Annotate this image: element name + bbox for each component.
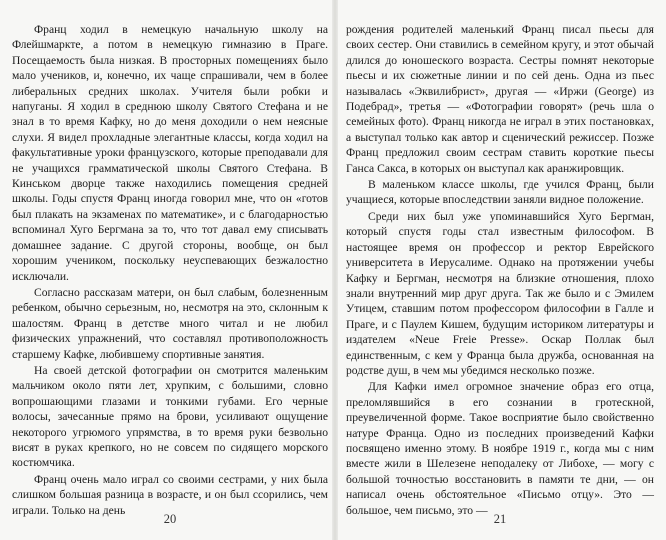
page-number-right: 21 <box>493 512 507 526</box>
right-page <box>346 22 654 527</box>
paragraph: Франц ходил в немецкую начальную школу на Флейшмаркте, а потом в немецкую гимназию в Праге. Посещаемость была низкая. В просторных помещениях было мало учеников, и, конечно, их чаще спрашивали, чем в более либеральных средних школах. Учителя были робки и напуганы. Я ходил в среднюю школу Святого Стефана и не знал в то время Кафку, но до меня доходили о нем неясные слухи. Я видел прохладные элегантные классы, когда ходил на факультативные уроки французского, которые преподавали для не учащихся грамматической школы Святого Стефана. В Кинськом дворце также находились помещения средней школы. Годы спустя Франц иногда говорил мне, что он «готов был плакать на экзаменах по математике», и с благодарностью вспоминал Хуго Бергмана за то, что тот давал ему списывать домашнее задание. С другой стороны, вообще, он был хорошим учеником, поскольку неуспевающих безжалостно исключали. <box>12 23 328 283</box>
book-gutter <box>332 0 338 540</box>
paragraph: На своей детской фотографии он смотрится маленьким мальчиком около пяти лет, хрупким, с большими, словно вопрошающими глазами и тонкими губами. Его черные волосы, зачесанные прямо на брови, усиливают ощущение некоторого угрюмого упрямства, в то время руки безвольно висят в руках крепкого, но не совсем по сидящего морского костюмчика. <box>12 363 328 470</box>
left-page-text <box>12 22 328 518</box>
left-page <box>12 22 328 527</box>
page-number-left: 20 <box>163 512 177 526</box>
paragraph: Франц очень мало играл со своими сестрами, у них была слишком большая разница в возрасте, и он был ссорились, чем играли. Только на день <box>12 472 328 517</box>
paragraph: рождения родителей маленький Франц писал пьесы для своих сестер. Они ставились в семейном кругу, и этот обычай длился до юношеского возраста. Сестры помнят некоторые пьесы и их сюжетные линии и по сей день. Одна из пьес называлась «Эквилибрист», другая — «Иржи (George) из Подебрад», третья — «Фотографии говорят» (речь шла о семейных фото). Франц никогда не играл в этих постановках, а выступал только как автор и сценический режиссер. Позже Франц предложил своим сестрам ставить короткие пьесы Ганса Сакса, в которых он выступал как аранжировщик. <box>346 23 654 175</box>
paragraph: В маленьком классе школы, где учился Франц, были учащиеся, которые впоследствии заняли видное положение. <box>346 178 654 207</box>
paragraph: Для Кафки имел огромное значение образ его отца, преломлявшийся в его сознании в гротескной, преувеличенной форме. Такое восприятие было свойственно натуре Франца. Одно из последних произведений Кафки посвящено именно этому. В ноябре 1919 г., когда мы с ним вместе жили в Шелезене неподалеку от Либохе, — могу с большой точностью восстановить в памяти те дни, — он написал очень обстоятельное «Письмо отцу». Это — большое, чем письмо, это — <box>346 380 654 517</box>
paragraph: Согласно рассказам матери, он был слабым, болезненным ребенком, обычно серьезным, но, несмотря на это, склонным к шалостям. Франц в детстве много читал и не любил физических упражнений, что составлял противоположность старшему Кафке, любившему спортивные занятия. <box>12 285 328 361</box>
right-page-text <box>346 22 654 518</box>
paragraph: Среди них был уже упоминавшийся Хуго Бергман, который спустя годы стал известным философом. В настоящее время он профессор и ректор Еврейского университета в Иерусалиме. Однако на протяжении учебы Кафку и Бергман, несмотря на близкие отношения, плохо знали внутренний мир друг друга. Так же было и с Эмилем Утицем, ставшим потом профессором философии в Галле и Праге, и с Паулем Кишем, будущим историком литературы и издателем «Neue Freie Presse». Оскар Поллак был единственным, с кем у Франца была дружба, основанная на родстве душ, в чем мы убедимся несколько позже. <box>346 209 654 377</box>
